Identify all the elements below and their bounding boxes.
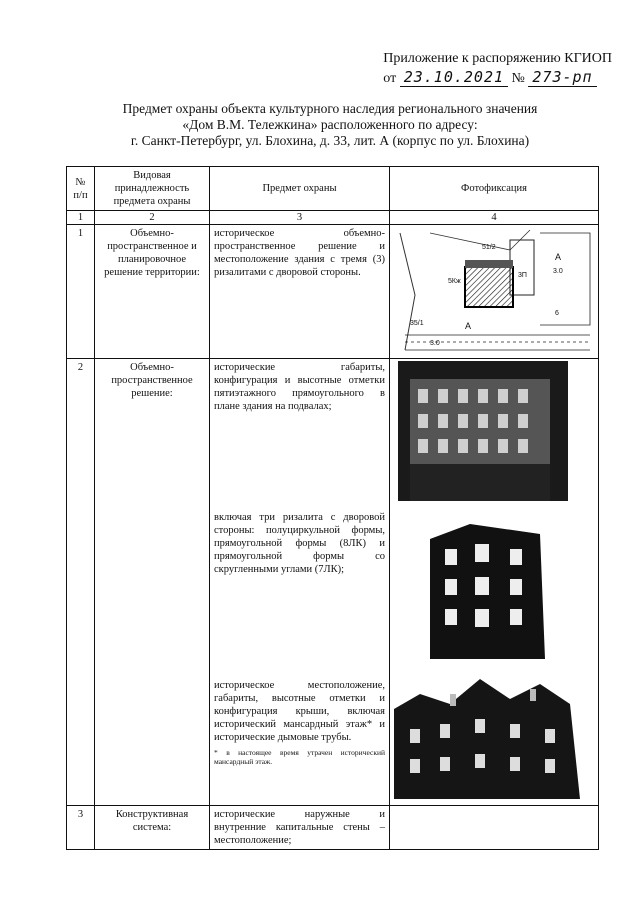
document-title — [60, 101, 600, 149]
subject-item: включая три ризалита с дворовой стороны: полуциркульной формы, прямоугольной формы (8ЛК) и прямоугольной формы со скругленными углами (7ЛК); — [214, 512, 385, 575]
row-kind: Объемно-пространственное и планировочное решение территории: — [95, 225, 210, 359]
table-row — [67, 359, 599, 806]
row-kind: Объемно-пространственное решение: — [95, 359, 210, 806]
photo-cell — [390, 359, 599, 806]
courtyard-photo — [428, 519, 548, 659]
number-label: № — [511, 71, 525, 86]
col-number: 2 — [95, 211, 210, 225]
title-line-1: Предмет охраны объекта культурного наследия регионального значения — [122, 101, 538, 116]
map-label: 6 — [555, 310, 559, 317]
photo-cell — [390, 806, 599, 850]
roof-photo — [394, 679, 580, 799]
footnote: * в настоящее время утрачен исторический мансардный этаж. — [214, 748, 385, 766]
header-subject: Предмет охраны — [210, 167, 390, 211]
decree-date: 23.10.2021 — [400, 68, 508, 87]
table-row — [67, 806, 599, 850]
col-number: 3 — [210, 211, 390, 225]
title-line-3: г. Санкт-Петербург, ул. Блохина, д. 33, лит. А (корпус по ул. Блохина) — [130, 133, 530, 148]
map-label: А — [465, 321, 472, 331]
map-label: 51/2 — [482, 244, 496, 251]
appendix-header — [383, 50, 612, 88]
map-label: А — [555, 252, 562, 262]
col-number: 1 — [67, 211, 95, 225]
facade-photo — [398, 361, 568, 501]
map-label: 3П — [518, 272, 527, 279]
protection-table — [66, 166, 599, 850]
row-number: 1 — [67, 225, 95, 359]
row-number: 2 — [67, 359, 95, 806]
header-num: № п/п — [67, 167, 95, 211]
map-label: 3.0 — [553, 268, 563, 275]
row-subject: историческое объемно-пространственное решение и местоположение здания с тремя (3) ризалитами с дворовой стороны. — [210, 225, 390, 359]
column-numbers-row — [67, 211, 599, 225]
row-kind: Конструктивная система: — [95, 806, 210, 850]
col-number: 4 — [390, 211, 599, 225]
photo-cell — [390, 225, 599, 359]
table-header-row — [67, 167, 599, 211]
decree-number: 273-рп — [528, 68, 596, 87]
map-label: 3.0 — [430, 340, 440, 347]
row-number: 3 — [67, 806, 95, 850]
table-row — [67, 225, 599, 359]
row-subject — [210, 359, 390, 806]
map-label: 5Кж — [448, 278, 461, 285]
header-kind: Видовая принадлежность предмета охраны — [95, 167, 210, 211]
appendix-title: Приложение к распоряжению КГИОП — [383, 51, 612, 66]
subject-item: исторические габариты, конфигурация и высотные отметки пятиэтажного прямоугольного в плане здания на подвалах; — [214, 362, 385, 412]
map-label: 35/1 — [410, 320, 424, 327]
site-plan-map — [390, 225, 599, 358]
from-label: от — [383, 71, 397, 86]
building-photos — [390, 359, 599, 805]
subject-item: историческое местоположение, габариты, высотные отметки и конфигурация крыши, включая исторический мансардный этаж* и исторические дымовые трубы. — [214, 680, 385, 743]
title-line-2: «Дом В.М. Тележкина» расположенного по адресу: — [182, 117, 478, 132]
header-photo: Фотофиксация — [390, 167, 599, 211]
row-subject: исторические наружные и внутренние капитальные стены – местоположение; — [210, 806, 390, 850]
